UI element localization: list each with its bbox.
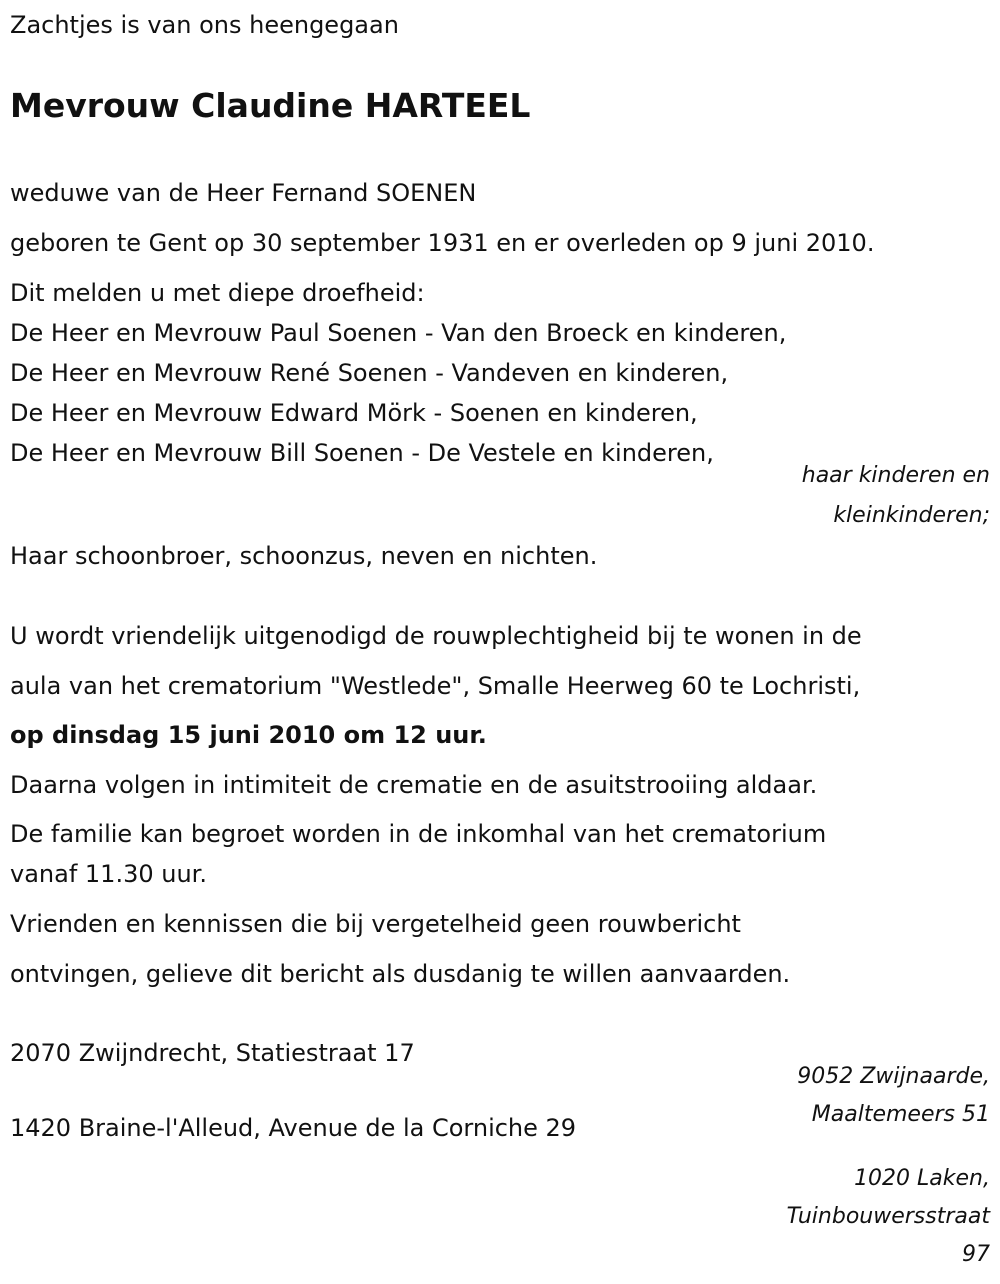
friends-line: ontvingen, gelieve dit bericht als dusdanig te willen aanvaarden. bbox=[10, 960, 791, 988]
family-line: De Heer en Mevrouw René Soenen - Vandeven en kinderen, bbox=[10, 359, 729, 387]
deceased-name: Mevrouw Claudine HARTEEL bbox=[10, 86, 531, 125]
greeting-line: De familie kan begroet worden in de inkomhal van het crematorium bbox=[10, 820, 827, 848]
cremation-text: Daarna volgen in intimiteit de crematie en de asuitstrooiing aldaar. bbox=[10, 771, 818, 799]
address-right-line: 1020 Laken, bbox=[854, 1166, 990, 1191]
intro-text: Zachtjes is van ons heengegaan bbox=[10, 11, 399, 39]
relatives-text: Haar schoonbroer, schoonzus, neven en nichten. bbox=[10, 542, 598, 570]
friends-line: Vrienden en kennissen die bij vergetelheid geen rouwbericht bbox=[10, 910, 741, 938]
address-left: 2070 Zwijndrecht, Statiestraat 17 bbox=[10, 1039, 415, 1067]
invitation-line: aula van het crematorium "Westlede", Smalle Heerweg 60 te Lochristi, bbox=[10, 672, 861, 700]
family-note-line: haar kinderen en bbox=[801, 463, 990, 488]
widow-of-text: weduwe van de Heer Fernand SOENEN bbox=[10, 179, 477, 207]
address-right-line: 97 bbox=[962, 1242, 990, 1267]
family-line: De Heer en Mevrouw Edward Mörk - Soenen en kinderen, bbox=[10, 399, 698, 427]
invitation-line: U wordt vriendelijk uitgenodigd de rouwplechtigheid bij te wonen in de bbox=[10, 622, 862, 650]
family-line: De Heer en Mevrouw Paul Soenen - Van den Broeck en kinderen, bbox=[10, 319, 787, 347]
address-right-line: Tuinbouwersstraat bbox=[786, 1204, 990, 1229]
announce-intro: Dit melden u met diepe droefheid: bbox=[10, 279, 425, 307]
birth-death-text: geboren te Gent op 30 september 1931 en er overleden op 9 juni 2010. bbox=[10, 229, 875, 257]
address-right bbox=[797, 1063, 990, 1129]
family-note-line: kleinkinderen; bbox=[833, 503, 990, 528]
address-right-line: Maaltemeers 51 bbox=[811, 1102, 990, 1127]
address-right-line: 9052 Zwijnaarde, bbox=[797, 1064, 990, 1089]
address-left: 1420 Braine-l'Alleud, Avenue de la Corniche 29 bbox=[10, 1114, 577, 1142]
address-right bbox=[787, 1165, 990, 1269]
ceremony-date: op dinsdag 15 juni 2010 om 12 uur. bbox=[10, 721, 487, 749]
family-line: De Heer en Mevrouw Bill Soenen - De Vestele en kinderen, bbox=[10, 439, 714, 467]
greeting-line: vanaf 11.30 uur. bbox=[10, 860, 207, 888]
family-note bbox=[802, 462, 990, 530]
